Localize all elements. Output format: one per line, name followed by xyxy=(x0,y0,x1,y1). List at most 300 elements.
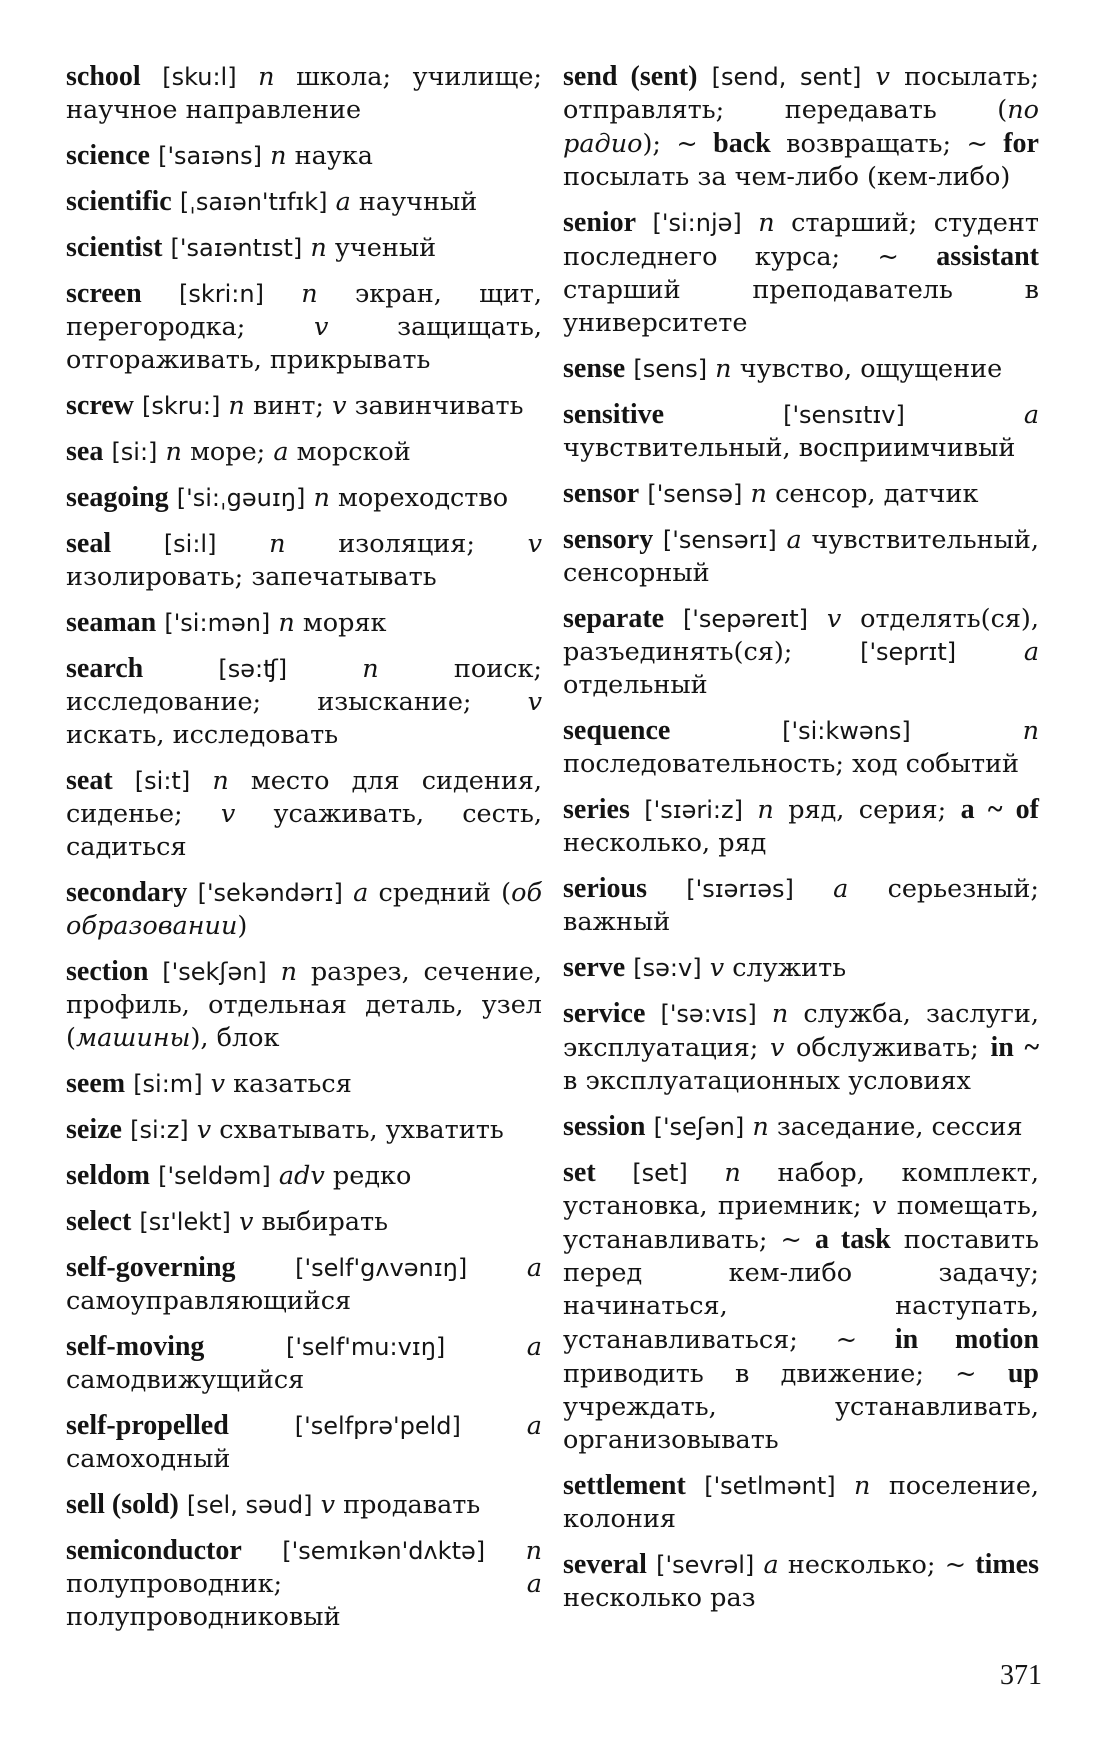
transcription: ['sɪərɪəs] xyxy=(686,875,794,903)
transcription: ['seʃən] xyxy=(653,1113,745,1141)
definition-text xyxy=(702,953,710,983)
transcription: [set] xyxy=(632,1159,688,1187)
definition-text xyxy=(636,208,652,238)
definition-text xyxy=(343,878,353,908)
italic-note: об образовании xyxy=(66,878,543,941)
bold-phrase: times xyxy=(975,1549,1040,1580)
headword: seagoing xyxy=(66,482,169,513)
definition-text xyxy=(861,62,875,92)
definition-text: ); ~ xyxy=(642,129,714,159)
bold-phrase: for xyxy=(1003,128,1039,159)
page-number: 371 xyxy=(1000,1660,1042,1691)
definition-text: научный xyxy=(350,187,478,217)
part-of-speech: n xyxy=(165,437,182,467)
definition-text xyxy=(445,1332,527,1362)
part-of-speech: a xyxy=(763,1550,779,1580)
definition-text: место для сидения, сиденье; xyxy=(66,766,543,829)
dictionary-entry xyxy=(66,764,542,864)
bold-phrase: in ~ xyxy=(990,1032,1039,1063)
definition-text: самодвижущийся xyxy=(66,1365,305,1395)
definition-text xyxy=(794,874,833,904)
headword: session xyxy=(563,1111,646,1142)
headword: seem xyxy=(66,1068,126,1099)
definition-text xyxy=(287,654,362,684)
part-of-speech: v xyxy=(320,1490,336,1520)
definition-text xyxy=(630,795,644,825)
definition-text xyxy=(142,279,179,309)
headword: sense xyxy=(563,353,626,384)
definition-text: изолировать; запечатывать xyxy=(66,562,437,592)
headword: settlement xyxy=(563,1470,686,1501)
dictionary-entry xyxy=(66,60,542,127)
definition-text xyxy=(143,654,218,684)
part-of-speech: n xyxy=(270,141,287,171)
transcription: ['sevrəl] xyxy=(656,1551,755,1579)
definition-text: чувствительный, восприимчивый xyxy=(563,433,1016,463)
definition-text xyxy=(911,716,1023,746)
part-of-speech: v xyxy=(196,1115,212,1145)
dictionary-entry xyxy=(563,60,1039,194)
dictionary-entry xyxy=(563,951,1039,985)
definition-text xyxy=(956,637,1024,667)
dictionary-entry xyxy=(66,1205,542,1239)
definition-text xyxy=(647,874,686,904)
bold-phrase: up xyxy=(1007,1358,1039,1389)
definition-text: отделять(ся), разъединять(ся); xyxy=(563,604,1039,667)
headword: serious xyxy=(563,873,647,904)
italic-note: машины xyxy=(75,1023,191,1053)
part-of-speech: a xyxy=(833,874,849,904)
dictionary-entry xyxy=(563,793,1039,860)
definition-text: море; xyxy=(181,437,274,467)
definition-text xyxy=(327,187,335,217)
part-of-speech: v xyxy=(769,1033,785,1063)
definition-text xyxy=(742,208,758,238)
dictionary-entry xyxy=(563,206,1039,340)
part-of-speech: v xyxy=(314,312,329,342)
part-of-speech: n xyxy=(278,608,295,638)
part-of-speech: a xyxy=(353,878,369,908)
definition-text xyxy=(113,766,135,796)
definition-text xyxy=(242,1536,282,1566)
transcription: ['seldəm] xyxy=(158,1162,271,1190)
definition-text: учреждать, устанавливать, организовывать xyxy=(563,1392,1039,1455)
headword: self-moving xyxy=(66,1331,205,1362)
dictionary-entry xyxy=(66,231,542,265)
definition-text xyxy=(905,400,1024,430)
headword: seat xyxy=(66,765,113,796)
definition-text xyxy=(231,1207,239,1237)
part-of-speech: n xyxy=(715,354,732,384)
headword: scientist xyxy=(66,232,163,263)
dictionary-entry xyxy=(563,997,1039,1098)
definition-text xyxy=(267,957,281,987)
definition-text xyxy=(461,1411,527,1441)
definition-text: винт; xyxy=(244,391,333,421)
definition-text: самоуправляющийся xyxy=(66,1286,352,1316)
part-of-speech: v xyxy=(220,799,236,829)
transcription: [sel, səud] xyxy=(186,1491,313,1519)
definition-text: ученый xyxy=(326,233,437,263)
definition-text xyxy=(189,1115,197,1145)
definition-text: искать, исследовать xyxy=(66,720,339,750)
transcription: ['si:njə] xyxy=(652,209,742,237)
headword: sequence xyxy=(563,715,671,746)
dictionary-entry xyxy=(66,606,542,640)
headword: service xyxy=(563,998,646,1029)
transcription: ['sensɪtɪv] xyxy=(783,401,905,429)
definition-text xyxy=(162,233,170,263)
definition-text: усаживать, сесть, садиться xyxy=(66,799,542,862)
definition-text xyxy=(647,1550,656,1580)
definition-text xyxy=(190,766,212,796)
dictionary-entry xyxy=(66,1488,542,1522)
definition-text xyxy=(203,1069,211,1099)
definition-text xyxy=(262,141,270,171)
definition-text xyxy=(808,604,827,634)
part-of-speech: v xyxy=(826,604,842,634)
definition-text: обслуживать; xyxy=(784,1033,991,1063)
definition-text xyxy=(836,1471,854,1501)
transcription: ['seprɪt] xyxy=(860,638,957,666)
dictionary-entry xyxy=(66,139,542,173)
transcription: [sə:ʧ] xyxy=(218,655,288,683)
definition-text: посылать; отправлять; передавать ( xyxy=(563,62,1040,125)
definition-text xyxy=(645,1112,653,1142)
definition-text xyxy=(271,1161,279,1191)
right-column xyxy=(563,60,1039,1627)
definition-text xyxy=(148,957,162,987)
bold-phrase: a task xyxy=(814,1224,891,1255)
transcription: [sku:l] xyxy=(162,63,237,91)
headword: scientific xyxy=(66,186,172,217)
definition-text xyxy=(122,1115,130,1145)
transcription: ['si:mən] xyxy=(164,609,271,637)
dictionary-entry xyxy=(563,352,1039,386)
dictionary-entry xyxy=(66,1251,542,1318)
definition-text xyxy=(757,999,772,1029)
part-of-speech: v xyxy=(210,1069,226,1099)
definition-text: поселение, колония xyxy=(563,1471,1040,1534)
definition-text xyxy=(664,604,683,634)
transcription: [si:z] xyxy=(130,1116,189,1144)
definition-text: ) xyxy=(237,911,248,941)
part-of-speech: n xyxy=(750,479,767,509)
part-of-speech: n xyxy=(1022,716,1040,746)
headword: sensor xyxy=(563,478,640,509)
part-of-speech: n xyxy=(280,957,298,987)
dictionary-entry xyxy=(563,1469,1039,1536)
dictionary-entry xyxy=(563,714,1039,781)
dictionary-entry xyxy=(66,876,542,943)
transcription: ['sɪəri:z] xyxy=(644,796,743,824)
definition-text: серьезный; важный xyxy=(563,874,1040,937)
definition-text: разрез, сечение, профиль, отдельная деталь, узел ( xyxy=(66,957,543,1053)
dictionary-entry xyxy=(563,1156,1039,1457)
definition-text: средний ( xyxy=(368,878,512,908)
headword: section xyxy=(66,956,149,987)
part-of-speech: n xyxy=(362,654,379,684)
transcription: [si:l] xyxy=(163,530,217,558)
headword: seldom xyxy=(66,1160,150,1191)
dictionary-entry xyxy=(66,481,542,515)
transcription: ['si:kwəns] xyxy=(782,717,911,745)
part-of-speech: n xyxy=(757,795,774,825)
transcription: ['self'gʌvənɪŋ] xyxy=(295,1254,468,1282)
definition-text xyxy=(467,1253,527,1283)
dictionary-entry xyxy=(66,1330,542,1397)
part-of-speech: n xyxy=(525,1536,543,1566)
transcription: ['sepəreɪt] xyxy=(682,605,808,633)
bold-phrase: assistant xyxy=(936,241,1039,272)
definition-text xyxy=(664,400,783,430)
definition-text xyxy=(134,391,142,421)
dictionary-entry xyxy=(66,185,542,219)
definition-text: защищать, отгораживать, прикрывать xyxy=(66,312,542,375)
part-of-speech: n xyxy=(752,1112,769,1142)
definition-text: заседание, сессия xyxy=(768,1112,1023,1142)
definition-text xyxy=(150,1161,158,1191)
definition-text xyxy=(187,878,197,908)
definition-text xyxy=(670,716,782,746)
definition-text xyxy=(485,1536,525,1566)
definition-text: служить xyxy=(724,953,847,983)
part-of-speech: n xyxy=(212,766,229,796)
definition-text: возвращать; ~ xyxy=(770,129,1004,159)
definition-text: старший преподаватель в университете xyxy=(563,275,1039,338)
headword: screw xyxy=(66,390,134,421)
dictionary-entry xyxy=(66,435,542,469)
definition-text: последовательность; ход событий xyxy=(563,749,1020,779)
headword: screen xyxy=(66,278,142,309)
transcription: [si:m] xyxy=(133,1070,203,1098)
part-of-speech: n xyxy=(724,1158,741,1188)
dictionary-entry xyxy=(66,1534,542,1634)
transcription: ['semɪkən'dʌktə] xyxy=(282,1537,486,1565)
headword: sensory xyxy=(563,524,654,555)
transcription: ['si:ˌgəuɪŋ] xyxy=(176,484,306,512)
part-of-speech: v xyxy=(527,687,542,717)
dictionary-entry xyxy=(563,477,1039,511)
definition-text: помещать, устанавливать; ~ xyxy=(563,1191,1039,1255)
definition-text: изоляция; xyxy=(285,529,528,559)
definition-text: посылать за чем-либо (кем-либо) xyxy=(563,162,1011,192)
transcription: [skri:n] xyxy=(178,280,264,308)
headword: sell (sold) xyxy=(66,1489,179,1520)
headword: self-governing xyxy=(66,1252,236,1283)
part-of-speech: v xyxy=(875,62,890,92)
definition-text: старший; студент последнего курса; ~ xyxy=(563,208,1040,272)
headword: sensitive xyxy=(563,399,665,430)
part-of-speech: a xyxy=(526,1569,542,1599)
part-of-speech: a xyxy=(786,525,802,555)
dictionary-entry xyxy=(66,652,542,752)
definition-text: несколько; ~ xyxy=(778,1550,976,1580)
definition-text: поиск; исследование; изыскание; xyxy=(66,654,543,717)
definition-text: чувство, ощущение xyxy=(731,354,1003,384)
part-of-speech: n xyxy=(228,391,245,421)
transcription: ['sensə] xyxy=(647,480,743,508)
headword: senior xyxy=(563,207,637,238)
transcription: ['sekəndərɪ] xyxy=(197,879,343,907)
dictionary-entry xyxy=(66,1067,542,1101)
transcription: ['sə:vɪs] xyxy=(660,1000,757,1028)
part-of-speech: v xyxy=(709,953,725,983)
transcription: [si:] xyxy=(111,438,158,466)
transcription: ['selfprə'peld] xyxy=(294,1412,461,1440)
dictionary-entry xyxy=(563,1548,1039,1615)
definition-text: мореходство xyxy=(329,483,509,513)
definition-text xyxy=(179,1490,187,1520)
definition-text xyxy=(707,354,715,384)
definition-text: школа; училище; научное направление xyxy=(66,62,543,125)
part-of-speech: v xyxy=(239,1207,254,1237)
transcription: ['saɪəntɪst] xyxy=(170,234,303,262)
definition-text xyxy=(697,62,711,92)
headword: self-propelled xyxy=(66,1410,229,1441)
part-of-speech: n xyxy=(758,208,775,238)
part-of-speech: n xyxy=(269,529,286,559)
part-of-speech: v xyxy=(871,1191,887,1221)
headword: school xyxy=(66,61,141,92)
definition-text xyxy=(157,437,165,467)
dictionary-entry xyxy=(563,872,1039,939)
part-of-speech: a xyxy=(1023,400,1040,430)
definition-text: моряк xyxy=(294,608,387,638)
definition-text xyxy=(141,62,163,92)
dictionary-entry xyxy=(66,527,542,594)
definition-text: сенсор, датчик xyxy=(766,479,979,509)
headword: search xyxy=(66,653,144,684)
definition-text xyxy=(172,187,180,217)
definition-text xyxy=(686,1471,704,1501)
definition-text: морской xyxy=(288,437,411,467)
left-column xyxy=(66,60,542,1646)
definition-text: полупроводник; xyxy=(66,1569,527,1599)
part-of-speech: n xyxy=(771,999,789,1029)
headword: seize xyxy=(66,1114,122,1145)
part-of-speech: a xyxy=(335,187,351,217)
part-of-speech: v xyxy=(527,529,543,559)
definition-text: несколько раз xyxy=(563,1583,756,1613)
part-of-speech: n xyxy=(301,279,318,309)
transcription: ['sekʃən] xyxy=(162,958,267,986)
definition-text xyxy=(111,529,164,559)
definition-text: полупроводниковый xyxy=(66,1602,341,1632)
definition-text: поставить перед кем-либо задачу; начинаться, наступать, устанавливаться; ~ xyxy=(563,1225,1039,1355)
part-of-speech: n xyxy=(854,1471,871,1501)
definition-text: казаться xyxy=(225,1069,352,1099)
dictionary-entry xyxy=(563,523,1039,590)
dictionary-entry xyxy=(66,277,542,377)
headword: select xyxy=(66,1206,132,1237)
transcription: ['setlmənt] xyxy=(704,1472,836,1500)
headword: semiconductor xyxy=(66,1535,242,1566)
definition-text: ряд, серия; xyxy=(773,795,961,825)
definition-text xyxy=(742,479,750,509)
headword: send (sent) xyxy=(563,61,698,92)
dictionary-entry xyxy=(66,1159,542,1193)
dictionary-entry xyxy=(563,602,1039,702)
headword: series xyxy=(563,794,630,825)
headword: sea xyxy=(66,436,104,467)
transcription: ['saɪəns] xyxy=(158,142,263,170)
definition-text xyxy=(313,1490,321,1520)
headword: secondary xyxy=(66,877,188,908)
bold-phrase: in motion xyxy=(894,1324,1039,1355)
transcription: [si:t] xyxy=(134,767,191,795)
dictionary-entry xyxy=(66,955,542,1055)
definition-text xyxy=(150,141,158,171)
definition-text xyxy=(596,1158,633,1188)
definition-text: отдельный xyxy=(563,670,708,700)
definition-text xyxy=(743,795,757,825)
transcription: [sɪ'lekt] xyxy=(139,1208,231,1236)
definition-text xyxy=(645,999,660,1029)
part-of-speech: v xyxy=(332,391,347,421)
bold-phrase: a ~ of xyxy=(960,794,1040,825)
transcription: [sens] xyxy=(633,355,708,383)
definition-text xyxy=(204,1332,286,1362)
definition-text xyxy=(688,1158,725,1188)
definition-text: чувствительный, сенсорный xyxy=(563,525,1039,588)
transcription: [ˌsaɪən'tɪfɪk] xyxy=(179,188,328,216)
definition-text: самоходный xyxy=(66,1444,231,1474)
part-of-speech: n xyxy=(313,483,330,513)
definition-text: наука xyxy=(286,141,374,171)
definition-text xyxy=(169,483,177,513)
part-of-speech: n xyxy=(310,233,327,263)
bold-phrase: back xyxy=(713,128,771,159)
definition-text xyxy=(653,525,663,555)
transcription: [sə:v] xyxy=(633,954,702,982)
definition-text: в эксплуатационных условиях xyxy=(563,1066,971,1096)
definition-text xyxy=(216,529,269,559)
headword: set xyxy=(563,1157,596,1188)
headword: serve xyxy=(563,952,626,983)
definition-text: завинчивать xyxy=(346,391,524,421)
part-of-speech: a xyxy=(526,1253,543,1283)
headword: separate xyxy=(563,603,665,634)
dictionary-entry xyxy=(563,1110,1039,1144)
headword: several xyxy=(563,1549,647,1580)
definition-text: ), блок xyxy=(190,1023,280,1053)
italic-note: по радио xyxy=(563,95,1039,159)
definition-text: экран, щит, перегородка; xyxy=(66,279,543,342)
part-of-speech: adv xyxy=(278,1161,325,1191)
dictionary-entry xyxy=(563,398,1039,465)
part-of-speech: a xyxy=(526,1411,542,1441)
definition-text xyxy=(125,1069,133,1099)
headword: science xyxy=(66,140,150,171)
definition-text: несколько, ряд xyxy=(563,828,767,858)
part-of-speech: a xyxy=(1023,637,1040,667)
transcription: [skru:] xyxy=(142,392,221,420)
transcription: ['sensərɪ] xyxy=(662,526,777,554)
dictionary-entry xyxy=(66,389,542,423)
definition-text xyxy=(264,279,301,309)
definition-text xyxy=(237,62,259,92)
definition-text xyxy=(236,1253,296,1283)
definition-text: схватывать, ухватить xyxy=(211,1115,504,1145)
definition-text xyxy=(229,1411,295,1441)
dictionary-entry xyxy=(66,1409,542,1476)
part-of-speech: n xyxy=(258,62,275,92)
transcription: [send, sent] xyxy=(711,63,862,91)
definition-text: редко xyxy=(324,1161,412,1191)
definition-text: выбирать xyxy=(253,1207,389,1237)
definition-text: приводить в движение; ~ xyxy=(563,1359,1008,1389)
